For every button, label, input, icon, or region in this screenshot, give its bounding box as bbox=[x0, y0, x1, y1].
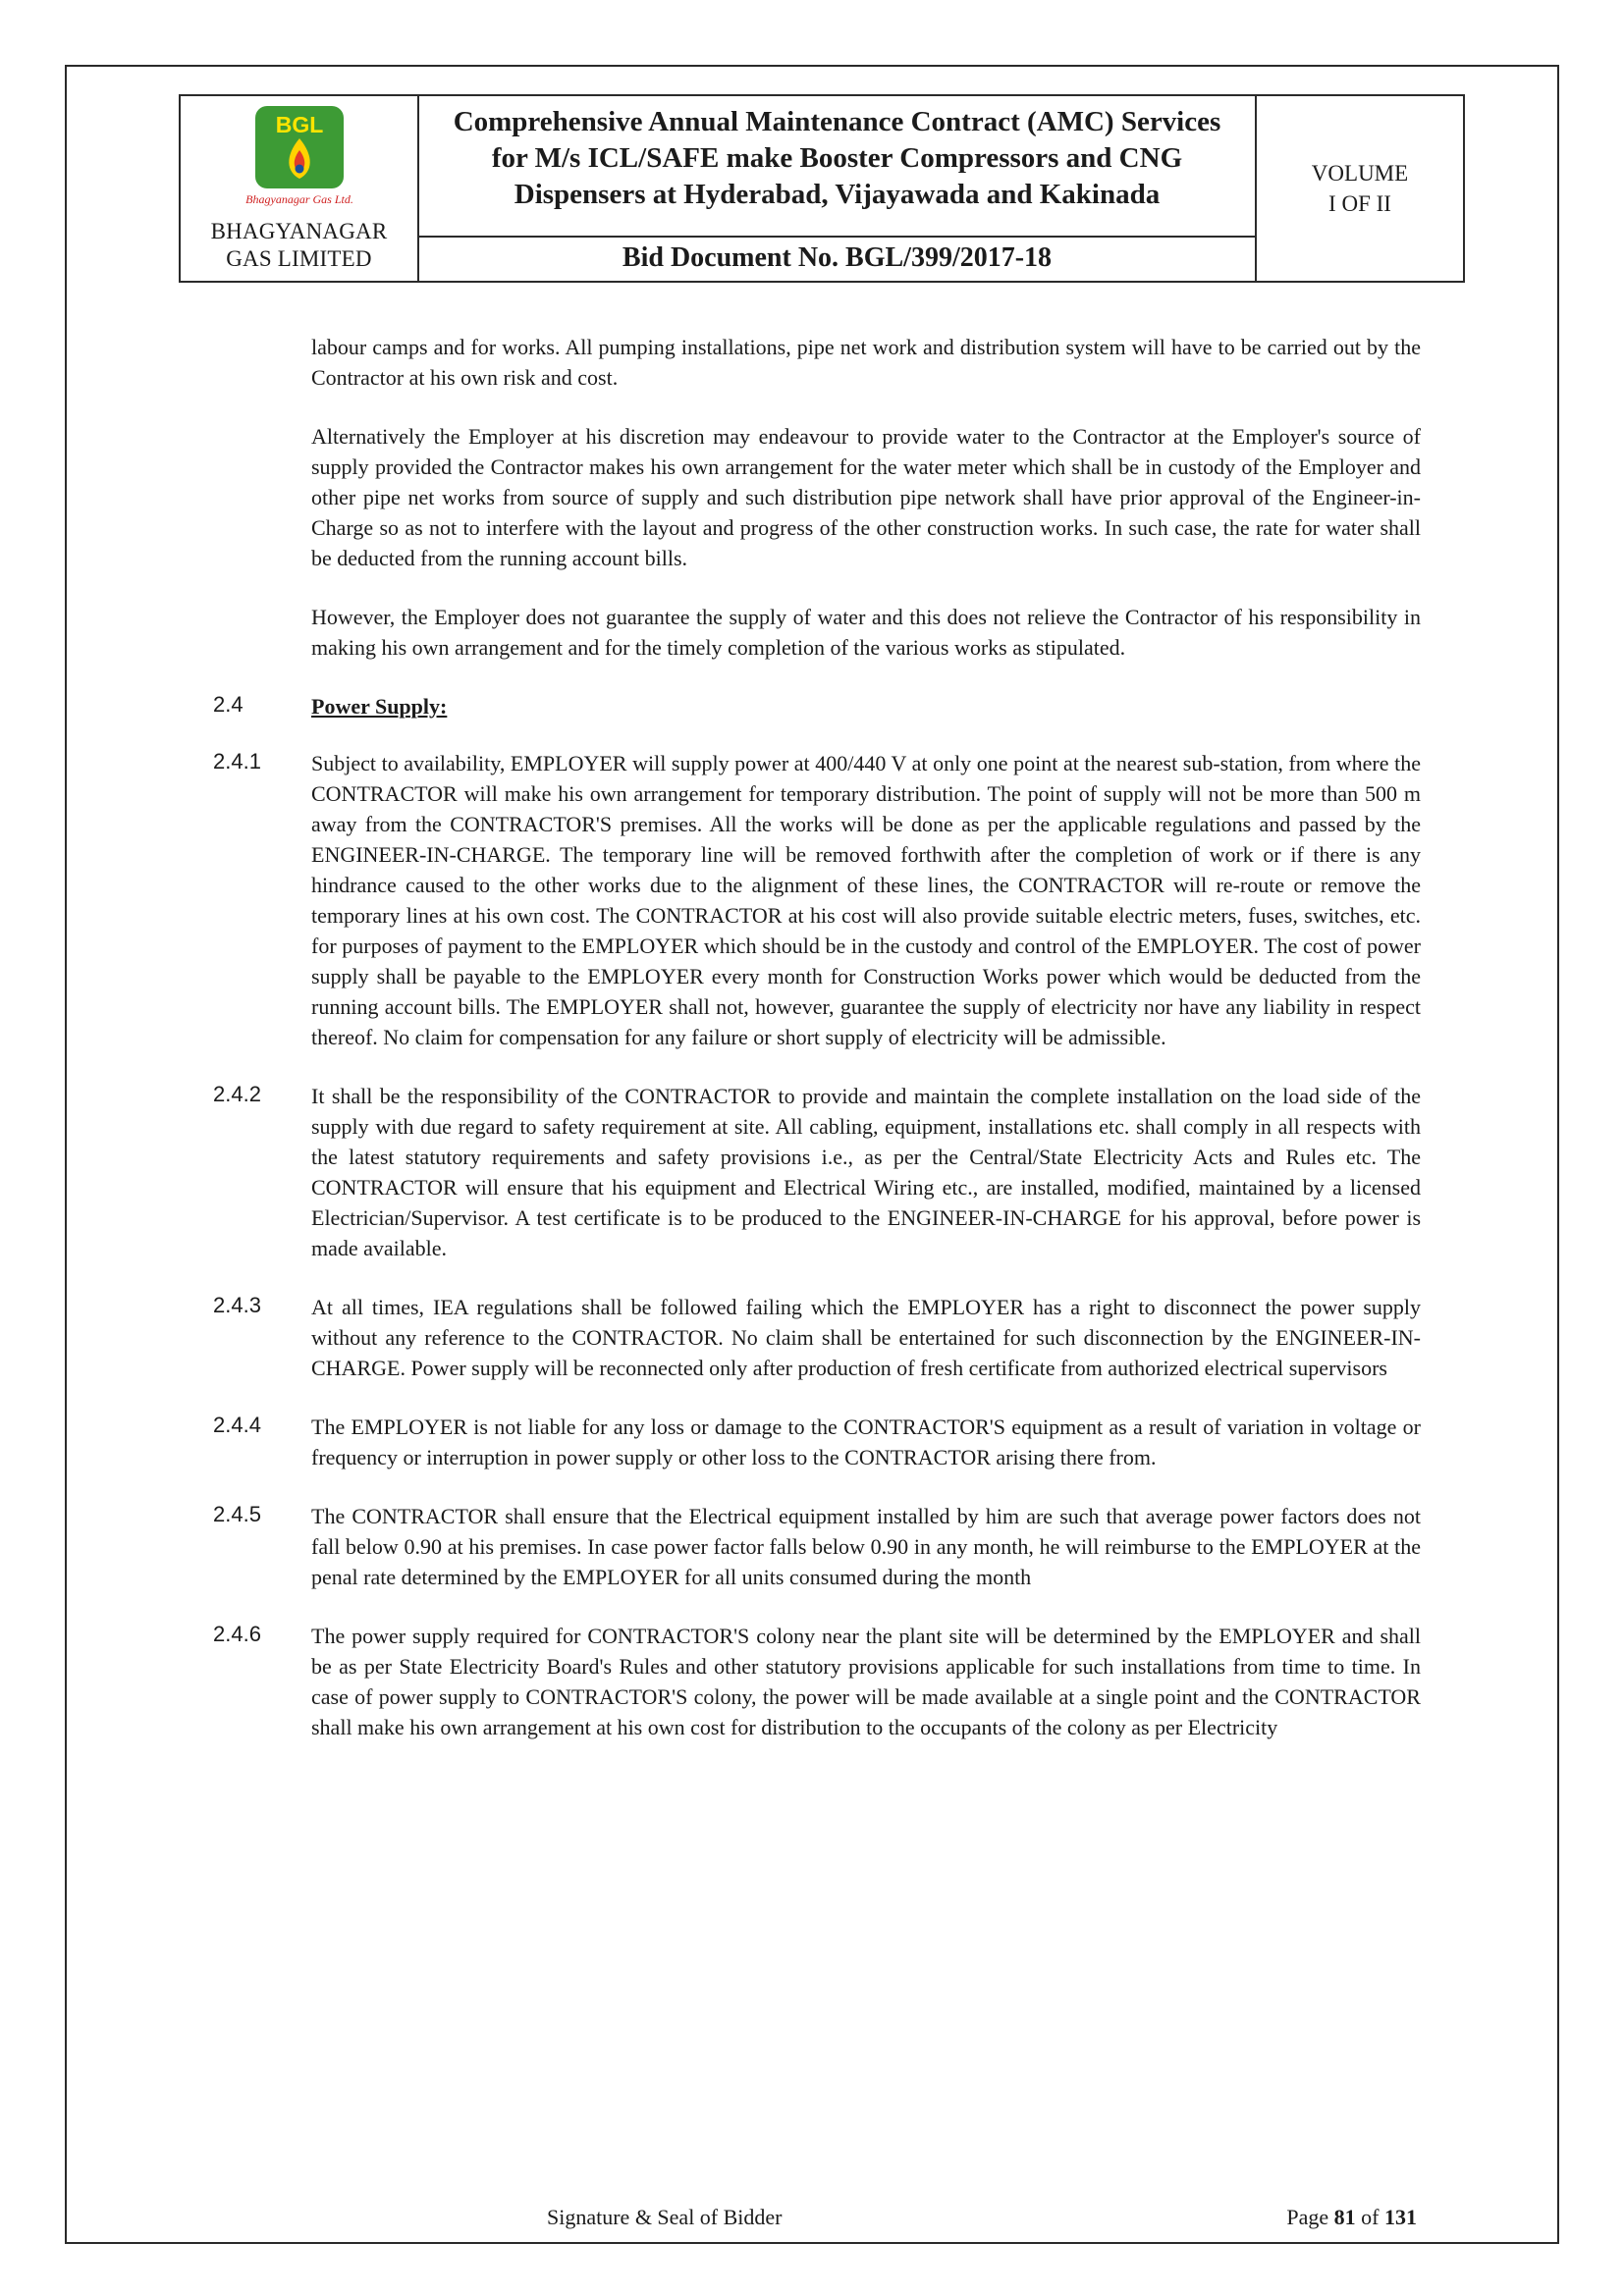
clause-text: The CONTRACTOR shall ensure that the Electrical equipment installed by him are such that average power factors does not fall below 0.90 at his premises. In case power factor falls below 0.90 in any month, he will reimburse to the EMPLOYER at the penal rate determined by the EMPLOYER for all units consumed during the month bbox=[311, 1504, 1421, 1589]
clause-2-4-5 bbox=[213, 1501, 1421, 1592]
clause-number: 2.4.3 bbox=[213, 1293, 261, 1317]
clause-number: 2.4.5 bbox=[213, 1502, 261, 1526]
clause-number: 2.4.2 bbox=[213, 1082, 261, 1106]
volume-cell bbox=[1257, 96, 1463, 281]
clause-2-4-3 bbox=[213, 1292, 1421, 1383]
clause-text: At all times, IEA regulations shall be followed failing which the EMPLOYER has a right to disconnect the power supply without any reference to the CONTRACTOR. No claim shall be entertained for such disconnection by the ENGINEER-IN-CHARGE. Power supply will be reconnected only after production of fresh certificate from authorized electrical supervisors bbox=[311, 1295, 1421, 1380]
total-pages: 131 bbox=[1384, 2205, 1417, 2229]
title-cell bbox=[419, 96, 1257, 281]
clause-text: It shall be the responsibility of the CONTRACTOR to provide and maintain the complete installation on the load side of the supply with due regard to safety requirement at site. All cabling, equipment, installations etc. shall comply in all respects with the latest statutory requirements and safety provisions i.e., as per the Central/State Electricity Acts and Rules etc. The CONTRACTOR will ensure that his equipment and Electrical Wiring etc., are installed, modified, maintained by a licensed Electrician/Supervisor. A test certificate is to be produced to the ENGINEER-IN-CHARGE for his approval, before power is made available. bbox=[311, 1084, 1421, 1260]
company-name-line1: BHAGYANAGAR bbox=[210, 219, 388, 243]
section-heading bbox=[213, 691, 1421, 721]
logo-cell bbox=[181, 96, 419, 281]
intro-paragraph: However, the Employer does not guarantee the supply of water and this does not relieve the Contractor of his responsibility in making his own arrangement and for the timely completion of the various works as stipulated. bbox=[311, 605, 1421, 660]
logo-monogram: BGL bbox=[275, 112, 323, 137]
intro-paragraph: labour camps and for works. All pumping installations, pipe net work and distribution system will have to be carried out by the Contractor at his own risk and cost. bbox=[311, 335, 1421, 390]
page-border-frame bbox=[65, 65, 1559, 2244]
of-word: of bbox=[1355, 2205, 1384, 2229]
page-word: Page bbox=[1286, 2205, 1334, 2229]
clause-2-4-2 bbox=[213, 1081, 1421, 1263]
signature-label: Signature & Seal of Bidder bbox=[547, 2205, 783, 2229]
document-body bbox=[213, 332, 1421, 1771]
document-header bbox=[179, 94, 1465, 283]
company-name bbox=[211, 218, 388, 273]
bgl-logo bbox=[240, 104, 359, 216]
section-title: Power Supply: bbox=[311, 694, 448, 719]
clause-text: Subject to availability, EMPLOYER will supply power at 400/440 V at only one point at the nearest sub-station, from where the CONTRACTOR will make his own arrangement for temporary distribution. The point of supply will not be more than 500 m away from the CONTRACTOR'S premises. All the works will be done as per the applicable regulations and passed by the ENGINEER-IN-CHARGE. The temporary line will be removed forthwith after the completion of work or if there is any hindrance caused to the other works due to the alignment of these lines, the CONTRACTOR will re-route or remove the temporary lines at his own cost. The CONTRACTOR at his cost will also provide suitable electric meters, fuses, switches, etc. for purposes of payment to the EMPLOYER which should be in the custody and control of the EMPLOYER. The cost of power supply shall be payable to the EMPLOYER every month for Construction Works power which would be deducted from the running account bills. The EMPLOYER shall not, however, guarantee the supply of electricity nor have any liability in respect thereof. No claim for compensation for any failure or short supply of electricity will be admissible. bbox=[311, 751, 1421, 1049]
company-name-line2: GAS LIMITED bbox=[226, 246, 372, 272]
clause-number: 2.4.1 bbox=[213, 749, 261, 774]
logo-subtext: Bhagyanagar Gas Ltd. bbox=[244, 192, 353, 206]
page-indicator bbox=[1286, 2205, 1417, 2230]
clause-2-4-6 bbox=[213, 1621, 1421, 1742]
clause-text: The power supply required for CONTRACTOR'S colony near the plant site will be determined by the EMPLOYER and shall be as per State Electricity Board's Rules and other statutory provisions applicable for such installations from time to time. In case of power supply to CONTRACTOR'S colony, the power will be made available at a single point and the CONTRACTOR shall make his own arrangement at his own cost for distribution to the occupants of the colony as per Electricity bbox=[311, 1624, 1421, 1739]
clause-text: The EMPLOYER is not liable for any loss or damage to the CONTRACTOR'S equipment as a result of variation in voltage or frequency or interruption in power supply or other loss to the CONTRACTOR arising there from. bbox=[311, 1415, 1421, 1469]
volume-label-line1: VOLUME bbox=[1311, 161, 1409, 186]
clause-number: 2.4.6 bbox=[213, 1622, 261, 1646]
volume-label-line2: I OF II bbox=[1328, 191, 1391, 217]
clause-2-4-4 bbox=[213, 1412, 1421, 1472]
clause-2-4-1 bbox=[213, 748, 1421, 1052]
clause-number: 2.4.4 bbox=[213, 1413, 261, 1437]
page-number: 81 bbox=[1333, 2205, 1356, 2229]
intro-paragraph: Alternatively the Employer at his discretion may endeavour to provide water to the Contractor at the Employer's source of supply provided the Contractor makes his own arrangement for the water meter which shall be in custody of the Employer and other pipe net works from source of supply and such distribution pipe network shall have prior approval of the Engineer-in-Charge so as not to interfere with the layout and progress of the other construction works. In such case, the rate for water shall be deducted from the running account bills. bbox=[311, 424, 1421, 570]
section-number: 2.4 bbox=[213, 692, 244, 717]
page-footer bbox=[67, 2205, 1557, 2230]
document-title: Comprehensive Annual Maintenance Contract (AMC) Services for M/s ICL/SAFE make Booster Compressors and CNG Dispensers at Hyderabad, Vijayawada and Kakinada bbox=[453, 106, 1221, 211]
bid-document-number: Bid Document No. BGL/399/2017-18 bbox=[419, 236, 1255, 281]
